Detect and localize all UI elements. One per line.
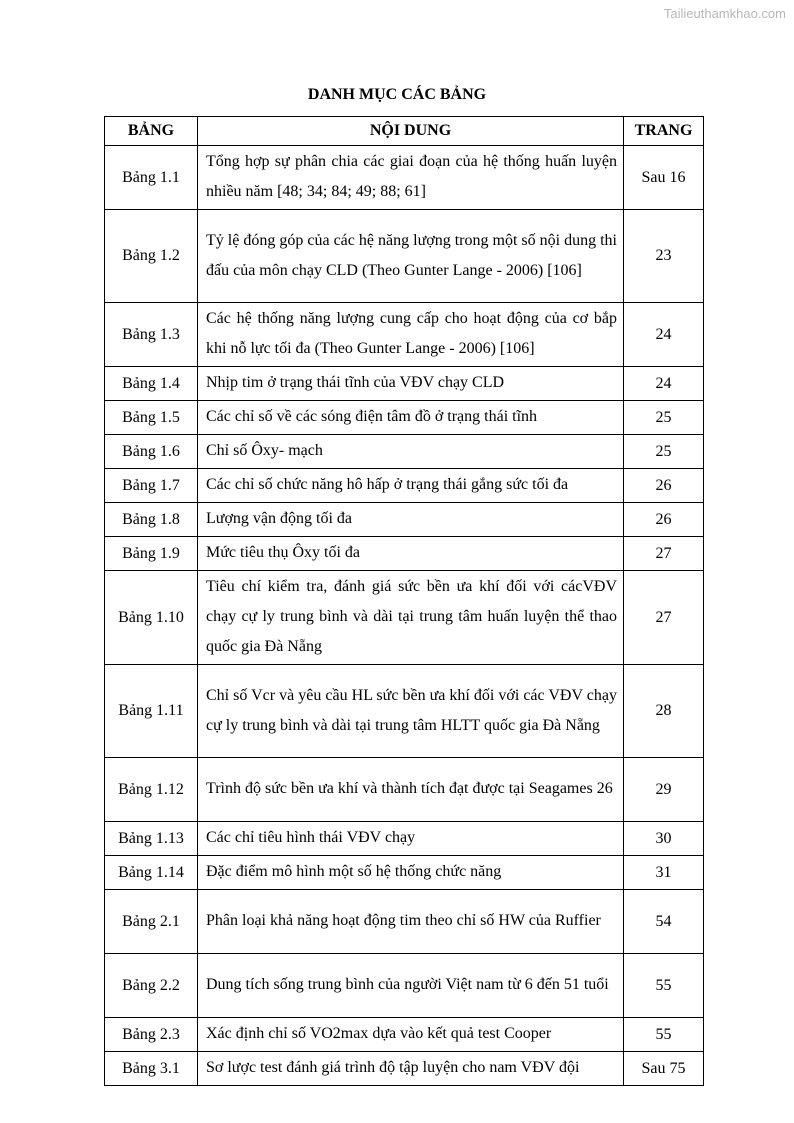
table-content: Đặc điểm mô hình một số hệ thống chức năng	[198, 856, 624, 890]
table-number: Bảng 1.13	[105, 822, 198, 856]
table-header-row	[105, 117, 704, 146]
header-content: NỘI DUNG	[198, 117, 624, 146]
table-number: Bảng 2.2	[105, 954, 198, 1018]
table-content: Các chỉ số chức năng hô hấp ở trạng thái gắng sức tối đa	[198, 469, 624, 503]
page-number: 25	[624, 401, 704, 435]
table-number: Bảng 3.1	[105, 1052, 198, 1086]
page-number: 26	[624, 469, 704, 503]
table-row	[105, 822, 704, 856]
page-number: 55	[624, 1018, 704, 1052]
table-number: Bảng 1.9	[105, 537, 198, 571]
table-row	[105, 367, 704, 401]
table-content: Trình độ sức bền ưa khí và thành tích đạt được tại Seagames 26	[198, 758, 624, 822]
page-number: Sau 16	[624, 146, 704, 210]
table-number: Bảng 1.11	[105, 665, 198, 758]
page-number: 27	[624, 537, 704, 571]
page-number: 55	[624, 954, 704, 1018]
table-content: Các chỉ số về các sóng điện tâm đồ ở trạng thái tĩnh	[198, 401, 624, 435]
table-row	[105, 1018, 704, 1052]
table-row	[105, 401, 704, 435]
table-row	[105, 503, 704, 537]
table-row	[105, 890, 704, 954]
table-number: Bảng 1.7	[105, 469, 198, 503]
table-row	[105, 146, 704, 210]
table-content: Nhịp tim ở trạng thái tĩnh của VĐV chạy CLD	[198, 367, 624, 401]
page-number: 27	[624, 571, 704, 665]
table-number: Bảng 1.4	[105, 367, 198, 401]
page-title: DANH MỤC CÁC BẢNG	[307, 86, 487, 103]
table-number: Bảng 2.3	[105, 1018, 198, 1052]
table-row	[105, 303, 704, 367]
page-number: 23	[624, 210, 704, 303]
page-number: 24	[624, 367, 704, 401]
table-number: Bảng 1.1	[105, 146, 198, 210]
header-table-number: BẢNG	[105, 117, 198, 146]
table-row	[105, 665, 704, 758]
table-row	[105, 571, 704, 665]
table-row	[105, 1052, 704, 1086]
table-content: Các hệ thống năng lượng cung cấp cho hoạt động của cơ bắp khi nỗ lực tối đa (Theo Gunter Lange - 2006) [106]	[198, 303, 624, 367]
table-content: Chỉ số Ôxy- mạch	[198, 435, 624, 469]
page-number: 29	[624, 758, 704, 822]
table-row	[105, 856, 704, 890]
table-number: Bảng 1.14	[105, 856, 198, 890]
table-content: Phân loại khả năng hoạt động tim theo chỉ số HW của Ruffier	[198, 890, 624, 954]
table-row	[105, 210, 704, 303]
table-content: Sơ lược test đánh giá trình độ tập luyện cho nam VĐV đội	[198, 1052, 624, 1086]
table-number: Bảng 1.10	[105, 571, 198, 665]
page-number: 30	[624, 822, 704, 856]
table-content: Xác định chỉ số VO2max dựa vào kết quả test Cooper	[198, 1018, 624, 1052]
page-number: 26	[624, 503, 704, 537]
table-content: Chỉ số Vcr và yêu cầu HL sức bền ưa khí đối với các VĐV chạy cự ly trung bình và dài tại trung tâm HLTT quốc gia Đà Nẵng	[198, 665, 624, 758]
table-content: Tỷ lệ đóng góp của các hệ năng lượng trong một số nội dung thi đấu của môn chạy CLD (Theo Gunter Lange - 2006) [106]	[198, 210, 624, 303]
page-number: 54	[624, 890, 704, 954]
header-page: TRANG	[624, 117, 704, 146]
table-number: Bảng 1.2	[105, 210, 198, 303]
table-row	[105, 537, 704, 571]
table-number: Bảng 1.8	[105, 503, 198, 537]
table-list	[104, 116, 704, 1086]
table-row	[105, 758, 704, 822]
table-content: Lượng vận động tối đa	[198, 503, 624, 537]
page-number: 31	[624, 856, 704, 890]
page-number: 28	[624, 665, 704, 758]
table-content: Dung tích sống trung bình của người Việt nam từ 6 đến 51 tuổi	[198, 954, 624, 1018]
table-number: Bảng 1.6	[105, 435, 198, 469]
table-number: Bảng 1.5	[105, 401, 198, 435]
page-number: 25	[624, 435, 704, 469]
table-content: Mức tiêu thụ Ôxy tối đa	[198, 537, 624, 571]
table-number: Bảng 1.3	[105, 303, 198, 367]
table-content: Tiêu chí kiểm tra, đánh giá sức bền ưa khí đối với cácVĐV chạy cự ly trung bình và dài tại trung tâm huấn luyện thể thao quốc gia Đà Nẵng	[198, 571, 624, 665]
table-row	[105, 435, 704, 469]
page-number: Sau 75	[624, 1052, 704, 1086]
table-content: Tổng hợp sự phân chia các giai đoạn của hệ thống huấn luyện nhiều năm [48; 34; 84; 49; 88; 61]	[198, 146, 624, 210]
watermark: Tailieuthamkhao.com	[663, 6, 786, 21]
table-row	[105, 469, 704, 503]
table-row	[105, 954, 704, 1018]
table-content: Các chỉ tiêu hình thái VĐV chạy	[198, 822, 624, 856]
table-number: Bảng 2.1	[105, 890, 198, 954]
table-number: Bảng 1.12	[105, 758, 198, 822]
page-number: 24	[624, 303, 704, 367]
